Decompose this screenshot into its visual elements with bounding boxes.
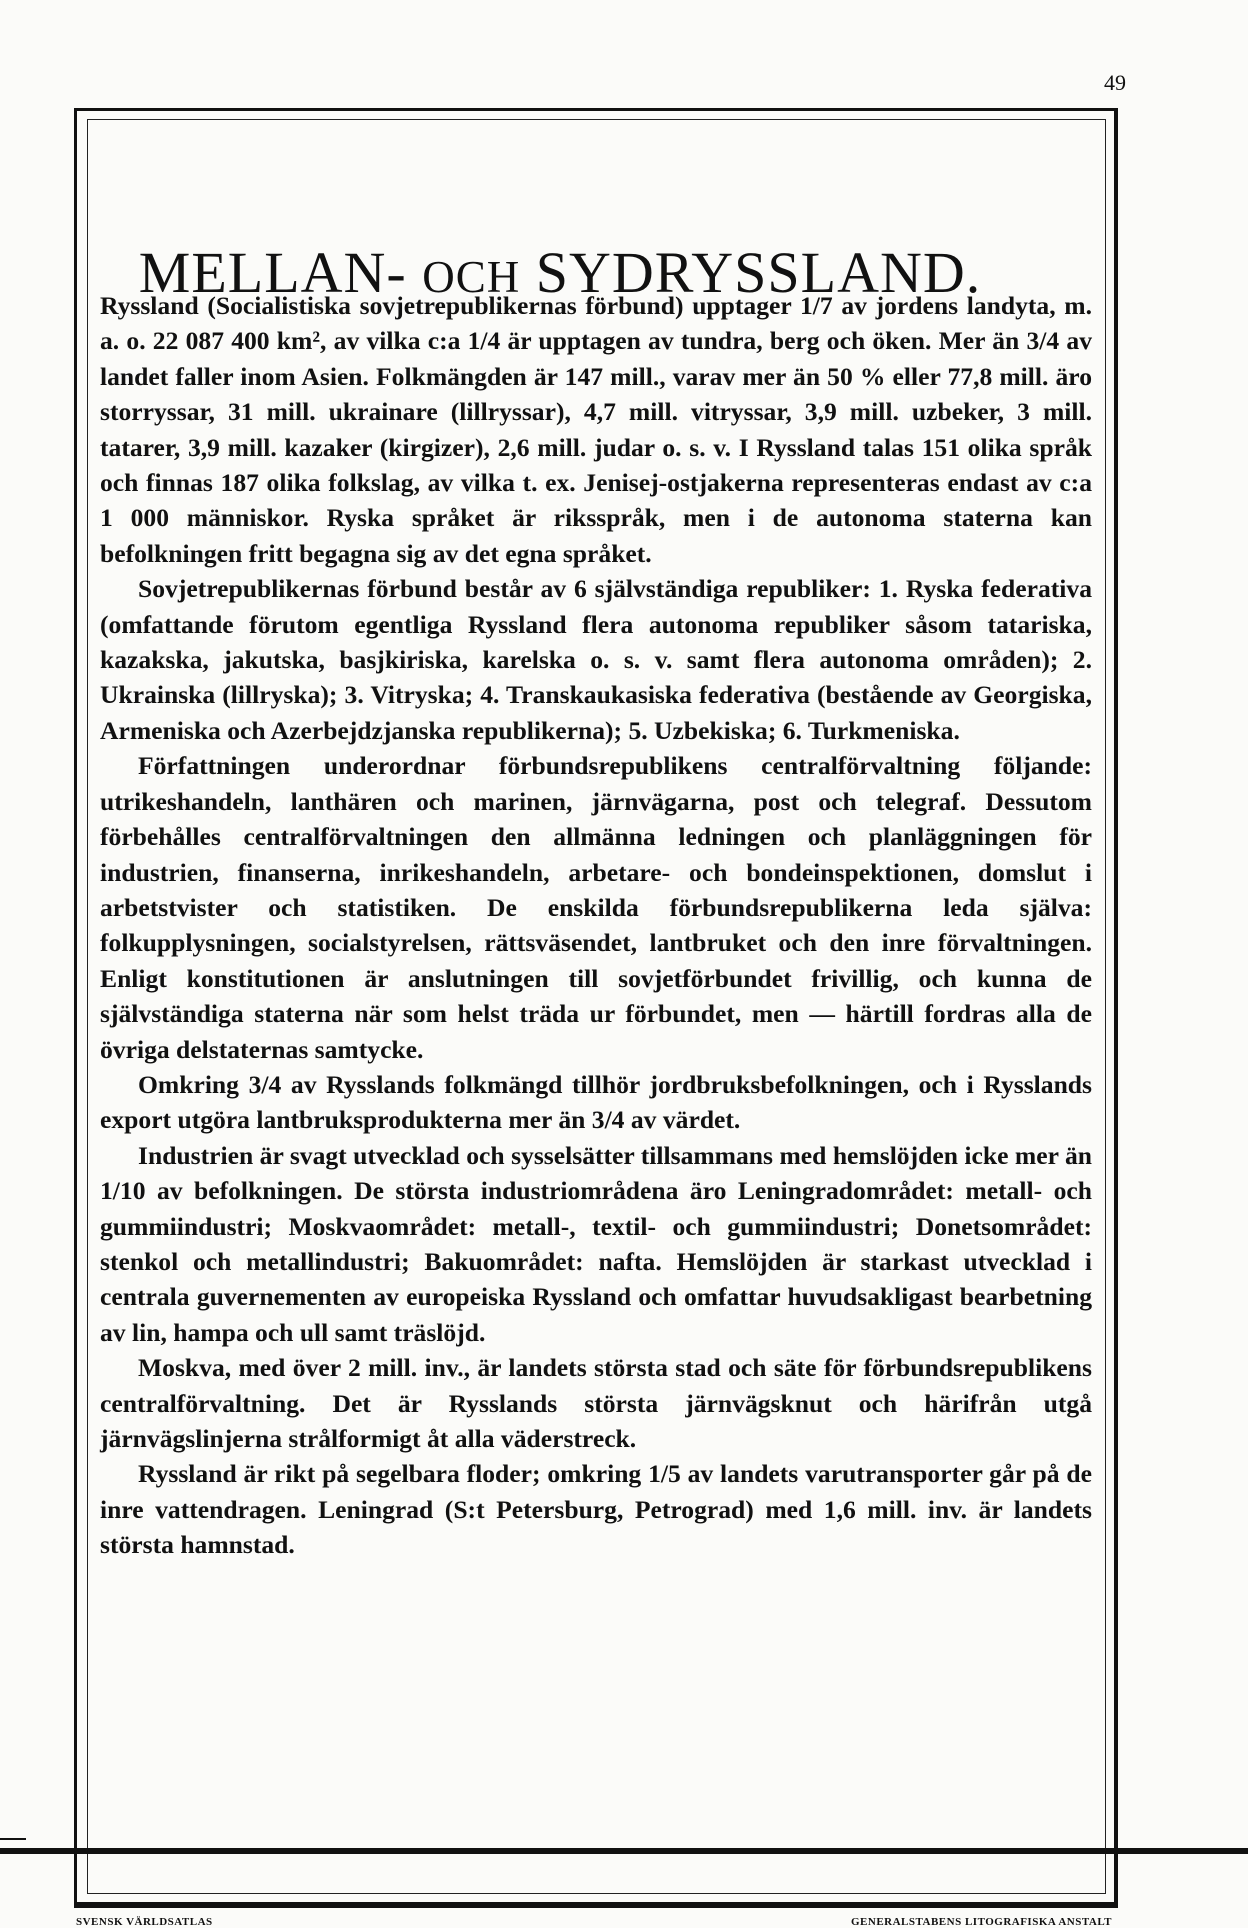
paragraph-agriculture: Omkring 3/4 av Rysslands folkmängd tillhör jordbruksbefolkningen, och i Rysslands export utgöra lantbruksprodukterna mer än 3/4 av värdet. [100,1069,1092,1135]
page-number: 49 [1104,70,1126,95]
scan-edge-bar [0,1848,1248,1854]
footer-publisher-right: GENERALSTABENS LITOGRAFISKA ANSTALT [850,1916,1112,1928]
paragraph-constitution: Författningen underordnar förbundsrepublikens centralförvaltning följande: utrikeshandeln, lanthären och marinen, järnvägarna, post och telegraf. Dessutom förbehålles centralförvaltningen den allmänna ledningen och planläggningen för industrien, finanserna, inrikeshandeln, arbetare- och bondeinspektionen, domslut i arbetstvister och statistiken. De enskilda förbundsrepublikerna leda själva: folkupplysningen, socialstyrelsen, rättsväsendet, lantbruket och den inre förvaltningen. Enligt konstitutionen är anslutningen till sovjetförbundet frivillig, och kunna de självständiga staterna när som helst träda ur förbundet, men — härtill fordras alla de övriga delstaternas samtycke. [100,751,1092,1064]
title-part-2: OCH [422,251,521,302]
title-part-3: SYDRYSSLAND. [535,239,982,305]
title-part-1: MELLAN- [138,239,407,305]
body-text [100,288,1092,1563]
footer-publisher-left: SVENSK VÄRLDSATLAS [76,1916,213,1928]
paragraph-moscow: Moskva, med över 2 mill. inv., är landets största stad och säte för förbundsrepublikens centralförvaltning. Det är Rysslands största järnvägsknut och härifrån utgå järnvägslinjerna strålformigt åt alla väderstreck. [100,1353,1092,1453]
paragraph-rivers: Ryssland är rikt på segelbara floder; omkring 1/5 av landets varutransporter går på de inre vattendragen. Leningrad (S:t Petersburg, Petrograd) med 1,6 mill. inv. är landets största hamnstad. [100,1459,1092,1560]
paragraph-overview: Ryssland (Socialistiska sovjetrepublikernas förbund) upptager 1/7 av jordens landyta, m. a. o. 22 087 400 km², av vilka c:a 1/4 är upptagen av tundra, berg och öken. Mer än 3/4 av landet faller inom Asien. Folkmängden är 147 mill., varav mer än 50 % eller 77,8 mill. äro storryssar, 31 mill. ukrainare (lillryssar), 4,7 mill. vitryssar, 3,9 mill. uzbeker, 3 mill. tatarer, 3,9 mill. kazaker (kirgizer), 2,6 mill. judar o. s. v. I Ryssland talas 151 olika språk och finnas 187 olika folkslag, av vilka t. ex. Jenisej-ostjakerna representeras endast av c:a 1 000 människor. Ryska språket är riksspråk, men i de autonoma staterna kan befolkningen fritt begagna sig av det egna språket. [100,291,1092,568]
paragraph-industry: Industrien är svagt utvecklad och sysselsätter tillsammans med hemslöjden icke mer än 1/10 av befolkningen. De största industriområdena äro Leningradområdet: metall- och gummiindustri; Moskvaområdet: metall-, textil- och gummiindustri; Donetsområdet: stenkol och metallindustri; Bakuområdet: nafta. Hemslöjden är starkast utvecklad i centrala guvernementen av europeiska Ryssland och omfattar huvudsakligast bearbetning av lin, hampa och ull samt träslöjd. [100,1140,1092,1347]
paragraph-republics: Sovjetrepublikernas förbund består av 6 självständiga republiker: 1. Ryska federativa (omfattande förutom egentliga Ryssland flera autonoma republiker såsom tatariska, kazakska, jakutska, basjkiriska, karelska o. s. v. samt flera autonoma områden); 2. Ukrainska (lillryska); 3. Vitryska; 4. Transkaukasiska federativa (bestående av Georgiska, Armeniska och Azerbejdzjanska republikerna); 5. Uzbekiska; 6. Turkmeniska. [100,574,1092,745]
scan-mark [0,1838,26,1840]
